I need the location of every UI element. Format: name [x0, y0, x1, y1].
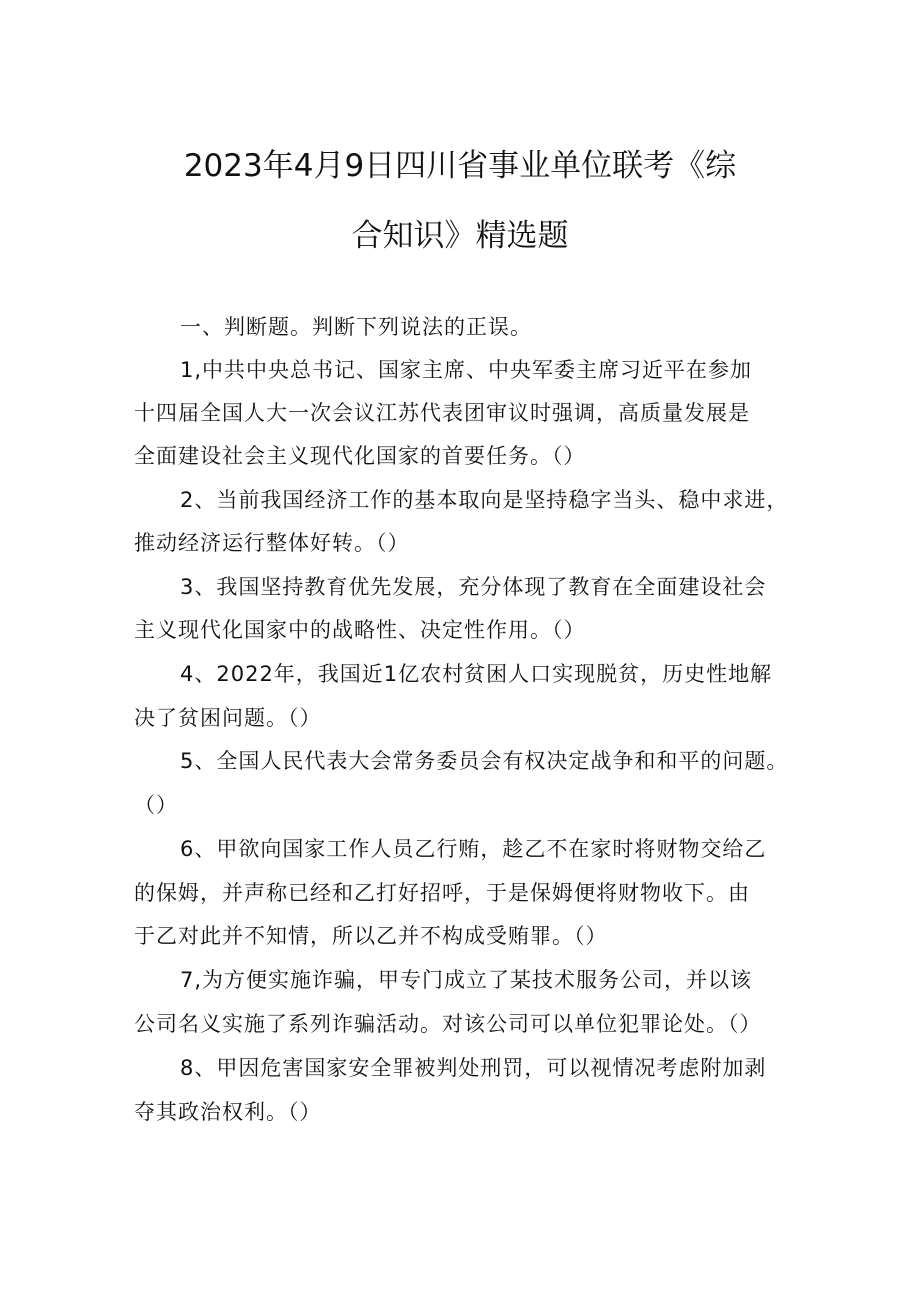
question-6-line-2: 的保姆，并声称已经和乙打好招呼，于是保姆便将财物收下。由	[134, 881, 750, 905]
question-7-line-1: 7,为方便实施诈骗，甲专门成立了某技术服务公司，并以该	[180, 968, 753, 992]
question-1-line-3: 全面建设社会主义现代化国家的首要任务。（）	[134, 444, 586, 468]
question-2-line-1: 2、当前我国经济工作的基本取向是坚持稳字当头、稳中求进，	[180, 488, 789, 512]
question-7-line-2: 公司名义实施了系列诈骗活动。对该公司可以单位犯罪论处。（）	[134, 1012, 762, 1036]
question-1-line-2: 十四届全国人大一次会议江苏代表团审议时强调，高质量发展是	[134, 401, 750, 425]
question-3-line-1: 3、我国坚持教育优先发展，充分体现了教育在全面建设社会	[180, 575, 767, 599]
question-4-line-2: 决了贫困问题。（）	[134, 706, 322, 730]
question-8-line-2: 夺其政治权利。（）	[134, 1100, 322, 1124]
question-3-line-2: 主义现代化国家中的战略性、决定性作用。（）	[134, 618, 586, 642]
question-2-line-2: 推动经济运行整体好转。（）	[134, 531, 410, 555]
title-line-1: 2023年4月9日四川省事业单位联考《综	[183, 148, 737, 184]
question-5-line-2: （）	[134, 793, 178, 817]
title-line-2: 合知识》精选题	[351, 218, 569, 254]
question-1-line-1: 1,中共中央总书记、国家主席、中央军委主席习近平在参加	[180, 358, 753, 382]
question-6-line-3: 于乙对此并不知情，所以乙并不构成受贿罪。（）	[134, 924, 608, 948]
question-6-line-1: 6、甲欲向国家工作人员乙行贿，趁乙不在家时将财物交给乙	[180, 837, 767, 861]
section-heading: 一、判断题。判断下列说法的正误。	[180, 315, 532, 339]
question-5-line-1: 5、全国人民代表大会常务委员会有权决定战争和和平的问题。	[180, 749, 789, 773]
question-4-line-1: 4、2022年，我国近1亿农村贫困人口实现脱贫，历史性地解	[180, 662, 773, 686]
question-8-line-1: 8、甲因危害国家安全罪被判处刑罚，可以视情况考虑附加剥	[180, 1056, 767, 1080]
